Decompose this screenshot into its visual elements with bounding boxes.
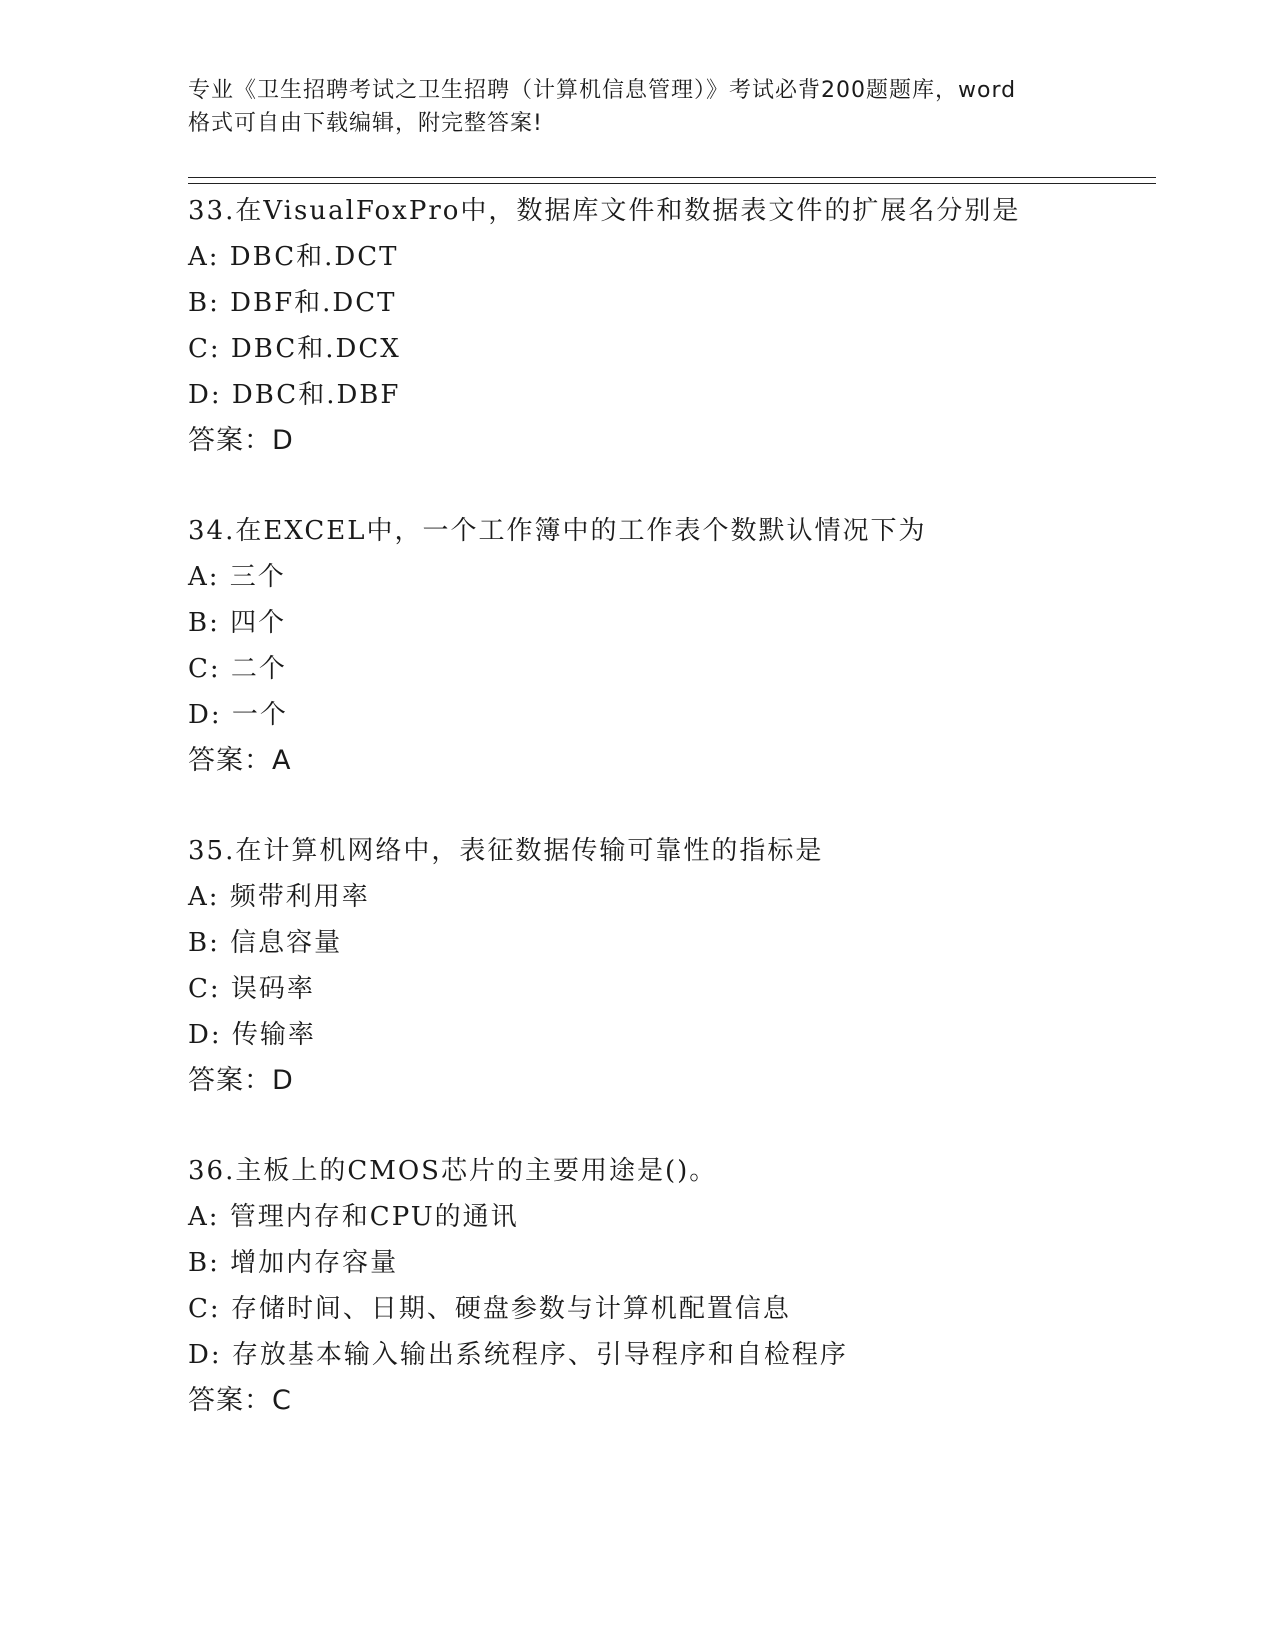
option-d: D: 传输率 [188, 1020, 316, 1050]
header-divider-top [188, 177, 1156, 178]
question-list [188, 188, 1148, 1468]
option-d: D: 一个 [188, 700, 288, 730]
header-divider-bottom [188, 183, 1156, 184]
answer: 答案：D [188, 1065, 294, 1096]
option-a: A: 频带利用率 [188, 882, 370, 912]
answer: 答案：A [188, 745, 292, 776]
option-c: C: 二个 [188, 654, 287, 684]
option-a: A: 三个 [188, 562, 286, 592]
question-34 [188, 508, 1148, 828]
option-b: B: DBF和.DCT [188, 288, 397, 318]
option-c: C: DBC和.DCX [188, 334, 401, 364]
answer: 答案：D [188, 425, 294, 456]
option-d: D: 存放基本输入输出系统程序、引导程序和自检程序 [188, 1340, 848, 1370]
option-a: A: 管理内存和CPU的通讯 [188, 1202, 519, 1232]
question-36 [188, 1148, 1148, 1468]
question-stem: 33.在VisualFoxPro中，数据库文件和数据表文件的扩展名分别是 [188, 196, 1021, 226]
option-b: B: 信息容量 [188, 928, 343, 958]
question-stem: 36.主板上的CMOS芯片的主要用途是()。 [188, 1156, 718, 1186]
question-33 [188, 188, 1148, 508]
option-b: B: 四个 [188, 608, 287, 638]
document-header [188, 74, 1088, 140]
question-stem: 35.在计算机网络中，表征数据传输可靠性的指标是 [188, 836, 824, 866]
header-line-2: 格式可自由下载编辑，附完整答案! [188, 111, 543, 136]
question-stem: 34.在EXCEL中，一个工作簿中的工作表个数默认情况下为 [188, 516, 927, 546]
option-b: B: 增加内存容量 [188, 1248, 399, 1278]
header-line-1: 专业《卫生招聘考试之卫生招聘（计算机信息管理）》考试必背200题题库，word [188, 78, 1017, 103]
option-d: D: DBC和.DBF [188, 380, 401, 410]
answer: 答案：C [188, 1385, 292, 1416]
option-c: C: 误码率 [188, 974, 315, 1004]
option-a: A: DBC和.DCT [188, 242, 399, 272]
question-35 [188, 828, 1148, 1148]
option-c: C: 存储时间、日期、硬盘参数与计算机配置信息 [188, 1294, 791, 1324]
